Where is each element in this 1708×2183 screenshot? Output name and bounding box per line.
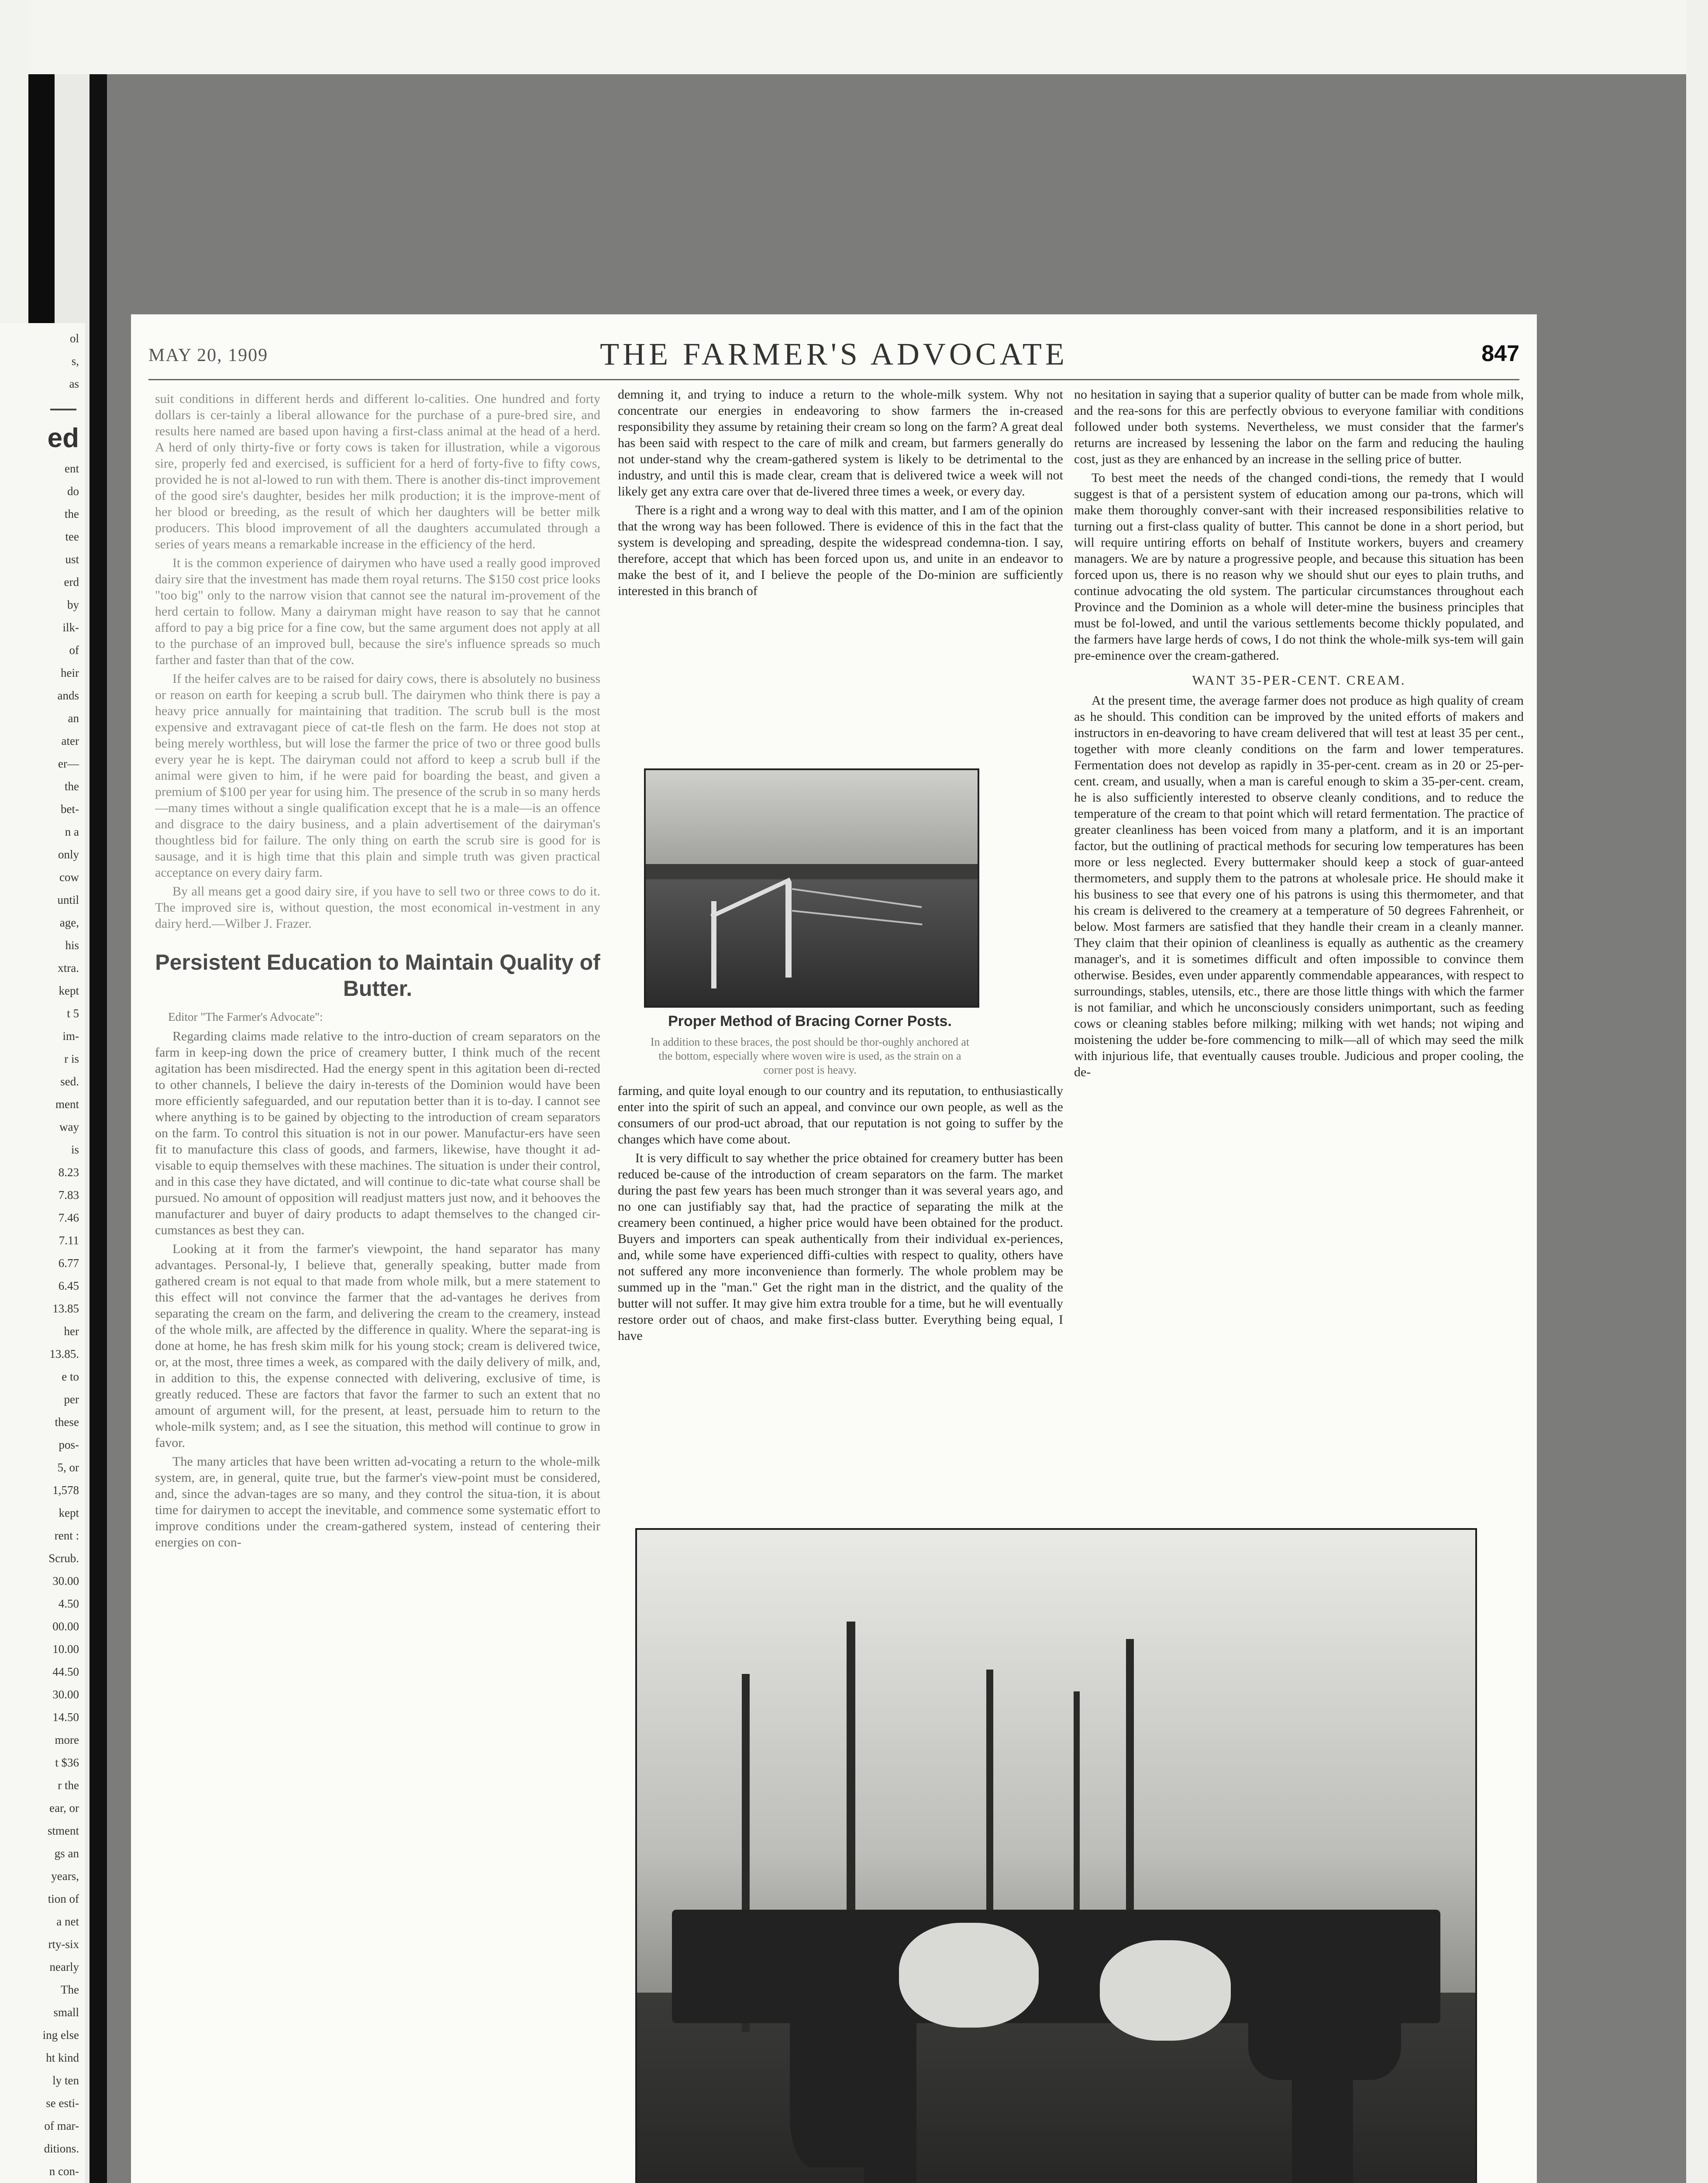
adjacent-text-fragment: ly ten (52, 2074, 79, 2087)
adjacent-text-fragment: The (61, 1983, 79, 1996)
adjacent-text-fragment: years, (51, 1870, 79, 1883)
paragraph: If the heifer calves are to be raised for dairy cows, there is absolutely no business or reason on earth for keeping a scrub bull. The dairymen who think there is pay a heavy price annually for maintaining that tradition. The scrub bull is the most expensive and extravagant piece of cat-tle flesh on the farm. He does not stop at being merely worthless, but will lose the farmer the price of two or three good bulls every year he is kept. The dairyman could not afford to keep a scrub bull if the animal were given to him, if he were paid for boarding the beast, and given a premium of $100 per year for using him. The presence of the scrub in so many herds—many times without a single qualification except that he is a male—is an offence and disgrace to the dairy business, and a plain advertisement of the dairyman's thoughtless bid for failure. The only thing on earth the scrub sire is good for is sausage, and it is high time that this plain and simple truth was given practical acceptance on every dairy farm. (155, 671, 600, 880)
page-header (148, 336, 1519, 375)
adjacent-text-fragment: her (64, 1325, 79, 1338)
paragraph: To best meet the needs of the changed condi-tions, the remedy that I would suggest is that of a persistent system of education among our pa-trons, which will make them thoroughly conver-sant with their increased responsibilities relative to turning out a first-class quality of butter. This cannot be done in a short period, but will require untiring efforts on behalf of Institute workers, buyers and creamery managers. We are by nature a progressive people, and because this situation has been forced upon us, there is no reason why we should shut our eyes to plain truths, and continue advocating the old system. The particular circumstances throughout each Province and the Dominion as a whole will deter-mine the business principles that must be fol-lowed, and until the various settlements become thickly populated, and the farmers have large herds of cows, I do not think the whole-milk sys-tem will gain pre-eminence over the cream-gathered. (1074, 471, 1524, 663)
adjacent-text-fragment: by (67, 598, 79, 611)
adjacent-text-fragment: Scrub. (48, 1552, 79, 1565)
adjacent-text-fragment: ed (47, 423, 79, 453)
adjacent-text-fragment: small (53, 2006, 79, 2019)
adjacent-text-fragment: 6.45 (58, 1279, 79, 1292)
adjacent-text-fragment: until (57, 893, 79, 906)
column-2-bottom (618, 1083, 1063, 1502)
adjacent-text-fragment: cow (59, 871, 79, 884)
adjacent-text-fragment: heir (61, 666, 79, 679)
adjacent-text-fragment: ilk- (62, 621, 79, 634)
adjacent-text-fragment: 7.46 (58, 1211, 79, 1224)
adjacent-rule (50, 409, 76, 410)
adjacent-text-fragment: n con- (49, 2165, 79, 2178)
adjacent-text-fragment: stment (48, 1824, 79, 1837)
adjacent-text-fragment: pos- (59, 1438, 79, 1451)
adjacent-text-fragment: ear, or (49, 1801, 79, 1815)
paragraph: There is a right and a wrong way to deal with this matter, and I am of the opinion that the wrong way has been followed. There is evidence of this in the fact that the system is developing and spreading, despite the widespread condemna-tion. I say, therefore, accept that which has been forced upon us, and unite in an endeavor to make the best of it, and I believe the people of the Do-minion are sufficiently interested in this branch of (618, 503, 1063, 598)
adjacent-text-fragment: ing else (42, 2028, 79, 2042)
paragraph: The many articles that have been written ad-vocating a return to the whole-milk system, are, in general, quite true, but the farmer's view-point must be considered, and, since the advan-tages are so many, and they control the situa-tion, it is about time for dairymen to accept the inevitable, and commence some systematic effort to improve conditions under the cream-gathered system, instead of centering their energies on con- (155, 1454, 600, 1549)
column-3 (1074, 386, 1524, 1504)
adjacent-text-fragment: n a (65, 825, 79, 838)
adjacent-text-fragment: an (68, 712, 79, 725)
adjacent-text-fragment: a net (56, 1915, 79, 1928)
adjacent-text-fragment: tee (65, 530, 79, 543)
column-2-top (618, 386, 1063, 771)
adjacent-text-fragment: ditions. (44, 2142, 79, 2155)
adjacent-text-fragment: s, (71, 355, 79, 368)
header-rule (148, 379, 1519, 380)
adjacent-text-fragment: 8.23 (58, 1166, 79, 1179)
paragraph: At the present time, the average farmer does not produce as high quality of cream as he should. This condition can be improved by the united efforts of makers and instructors in en-deavoring to have cream delivered that will test at least 35 per cent., together with more cleanly conditions on the farm and lower temperatures. Fermentation does not develop as rapidly in 35-per-cent. cream as in 20 or 25-per-cent. cream, and usually, when a man is careful enough to skim a 35-per-cent. cream, he is also sufficiently interested to observe cleanly conditions, and to reduce the temperature of the cream to that point which will retard fermentation. The practice of greater cleanliness has been voiced from many a platform, and it is an important factor, but the outlining of practical methods for securing low temperatures has been more or less neglected. Every buttermaker should keep a stock of guar-anteed thermometers, and supply them to the patrons at wholesale price. He should make it his business to see that every one of his patrons is using this thermometer, and that his cream is delivered to the creamery at a temperature of 50 degrees Fahrenheit, or below. Most farmers are satisfied that they handle their cream in a cleanly manner. They claim that their opinion of cleanliness is equally as authentic as the creamery manager's, and it is sometimes difficult and often impossible to convince them otherwise. Besides, even under apparently commendable appearances, with respect to surroundings, stables, utensils, etc., there are those little things with which the farmer is not familiar, and which he unconsciously considers unimportant, such as feeding cows or cleaning stables before milking; milking with wet hands; not wiping and moistening the udder be-fore commencing to milk—all of which may seed the milk with injurious life, that eventually causes trouble. Judicious and proper cooling, the de- (1074, 693, 1524, 1079)
adjacent-text-fragment: t $36 (55, 1756, 79, 1769)
article-title: Persistent Education to Maintain Quality of Butter. (155, 950, 600, 1001)
adjacent-text-fragment: age, (59, 916, 79, 929)
adjacent-text-fragment: 4.50 (58, 1597, 79, 1610)
adjacent-text-fragment: erd (64, 575, 79, 589)
adjacent-text-fragment: tion of (48, 1892, 79, 1905)
figure-caption-text: In addition to these braces, the post should be thor-oughly anchored at the bottom, especially where woven wire is used, as the strain on a corner post is heavy. (650, 1036, 970, 1076)
adjacent-text-fragment: rent : (54, 1529, 79, 1542)
adjacent-text-fragment: 13.85 (52, 1302, 79, 1315)
adjacent-text-fragment: nearly (49, 1960, 79, 1973)
adjacent-text-fragment: 7.11 (59, 1234, 79, 1247)
film-margin-right (1686, 0, 1708, 2183)
adjacent-text-fragment: t 5 (67, 1007, 79, 1020)
adjacent-text-fragment: 6.77 (58, 1257, 79, 1270)
adjacent-text-fragment: er— (58, 757, 79, 770)
adjacent-text-fragment: 7.83 (58, 1188, 79, 1202)
paragraph: By all means get a good dairy sire, if you have to sell two or three cows to do it. The improved sire is, without question, the most economical in-vestment in any dairy herd.—Wilber J. Frazer. (155, 884, 600, 931)
adjacent-text-fragment: only (58, 848, 79, 861)
adjacent-text-fragment: r is (64, 1052, 79, 1065)
figure-caption (644, 1013, 976, 1077)
adjacent-text-fragment: r the (58, 1779, 79, 1792)
adjacent-text-fragment: his (65, 939, 79, 952)
publication-title: THE FARMER'S ADVOCATE (600, 337, 1068, 372)
paragraph: no hesitation in saying that a superior quality of butter can be made from whole milk, and the rea-sons for this are perfectly obvious to everyone familiar with conditions followed under both systems. Nevertheless, we must consider that the farmer's returns are increased by lessening the labor on the farm and reducing the hauling cost, just as they are enhanced by an increase in the selling price of butter. (1074, 387, 1524, 466)
figure-title: Proper Method of Bracing Corner Posts. (668, 1013, 952, 1030)
paragraph: Looking at it from the farmer's viewpoint, the hand separator has many advantages. Personal-ly, I believe that, generally speaking, butter made from gathered cream is not equal to that made from whole milk, but a mere statement to this effect will not convince the farmer that the ad-vantages he derives from separating the cream on the farm, and delivering the cream to the creamery, instead of the whole milk, are affected by the difference in quality. Where the separat-ing is done at home, he has fresh skim milk for his young stock; cream is delivered twice, or, at the most, three times a week, as compared with the daily delivery of milk, and, in addition to this, the expense connected with delivering, exclusive of time, is greatly reduced. These are factors that favor the farmer to such an extent that no amount of argument will, for the present, at least, persuade him to return to the whole-milk system; and, as I see the situation, this method will continue to grow in favor. (155, 1242, 600, 1450)
adjacent-text-fragment: do (67, 485, 79, 498)
adjacent-text-fragment: 10.00 (52, 1642, 79, 1656)
adjacent-text-fragment: ater (61, 734, 79, 747)
paragraph: It is very difficult to say whether the price obtained for creamery butter has been reduced be-cause of the introduction of cream separators on the farm. The market during the past few years has been much stronger than it was several years ago, and no one can justifiably say that, had the practice of separating the milk at the creamery been continued, a higher price would have been obtained for the product. Buyers and importers can speak authentically from their individual ex-periences, and, while some have experienced diffi-culties with respect to quality, others have not suffered any more inconvenience than formerly. The whole problem may be summed up in the "man." Get the right man in the district, and the quality of the butter will not suffer. It may give him extra trouble for a time, but he will eventually restore order out of chaos, and make first-class butter. Everything being equal, I have (618, 1151, 1063, 1343)
adjacent-text-fragment: bet- (61, 802, 79, 816)
film-margin-top (0, 0, 1708, 74)
article-byline: Editor "The Farmer's Advocate": (168, 1010, 323, 1023)
paragraph: It is the common experience of dairymen who have used a really good improved dairy sire that the investment has made them royal returns. The $150 cost price looks "too big" only to the narrow vision that cannot see the natural im-provement of the herd certain to follow. Many a dairyman might have reason to say that he cannot afford to pay a big price for a fine cow, but the same argument does not apply at all to the purchase of an improved bull, because the sire's influence spreads so much farther and faster than that of the cow. (155, 556, 600, 667)
adjacent-text-fragment: ol (69, 332, 79, 345)
adjacent-text-fragment: ust (65, 553, 79, 566)
adjacent-text-fragment: ment (55, 1098, 79, 1111)
adjacent-text-fragment: se esti- (46, 2097, 79, 2110)
adjacent-text-fragment: is (71, 1143, 79, 1156)
adjacent-text-fragment: xtra. (58, 961, 79, 974)
adjacent-text-fragment: these (55, 1415, 79, 1429)
paragraph: demning it, and trying to induce a return to the whole-milk system. Why not concentrate our energies in endeavoring to show farmers the in-creased responsibility they assume by retaining their cream so long on the farm? A great deal has been said with respect to the care of milk and cream, but farmers generally do not under-stand why the cream-gathered system is likely to be detrimental to the industry, and until this is made clear, cream that is delivered twice a week will not likely get any extra care over that de-livered three times a week, or every day. (618, 387, 1063, 499)
photo-corner-posts (644, 768, 979, 1008)
adjacent-text-fragment: 13.85. (49, 1347, 79, 1360)
adjacent-text-fragment: sed. (60, 1075, 79, 1088)
paragraph: suit conditions in different herds and different lo-calities. One hundred and forty dollars is cer-tainly a liberal allowance for the purchase of a pure-bred sire, and results here named are based upon having a first-class animal at the head of a herd. A herd of only thirty-five or forty cows is taken for illustration, while a vigorous sire, properly fed and exercised, is sufficient for a herd of forty-five to fifty cows, provided he is not al-lowed to run with them. There is another dis-tinct improvement of the good sire's daughter, besides her milk production; it is the improve-ment of her blood or breeding, as the result of which her daughters will be better milk producers. This blood improvement of all the daughters accumulated through a series of years means a remarkable increase in the efficiency of the herd. (155, 392, 600, 551)
adjacent-text-fragment: ht kind (46, 2051, 79, 2064)
adjacent-text-fragment: gs an (54, 1847, 79, 1860)
adjacent-text-fragment: as (69, 377, 79, 390)
adjacent-text-fragment: 44.50 (52, 1665, 79, 1678)
issue-date: MAY 20, 1909 (148, 345, 269, 365)
adjacent-text-fragment: the (65, 507, 79, 520)
adjacent-text-fragment: the (65, 780, 79, 793)
column-1 (155, 391, 600, 2183)
adjacent-text-fragment: rty-six (48, 1938, 79, 1951)
adjacent-text-fragment: of mar- (44, 2119, 79, 2132)
adjacent-text-fragment: more (55, 1733, 79, 1746)
photo-corn-cultivator (635, 1528, 1477, 2183)
adjacent-text-fragment: ands (57, 689, 79, 702)
adjacent-page-fragment (0, 323, 85, 2183)
adjacent-text-fragment: 1,578 (52, 1484, 79, 1497)
newspaper-page (131, 314, 1537, 2183)
adjacent-text-fragment: 30.00 (52, 1574, 79, 1587)
adjacent-text-fragment: im- (62, 1030, 79, 1043)
paragraph: Regarding claims made relative to the intro-duction of cream separators on the farm in keep-ing down the price of creamery butter, I think much of the recent agitation has been misdirected. Had the energy spent in this agitation been di-rected to other channels, I believe the dairy in-terests of the Dominion would have been more efficiently safeguarded, and our reputation better than it is to-day. I cannot see where anything is to be gained by objecting to the introduction of cream separators on the farm. To control this situation is not in our power. Manufactur-ers have seen fit to manufacture this class of goods, and farmers, likewise, have thought it ad-visable to equip themselves with these machines. The situation is under their control, and in this case they have dictated, and will continue to dic-tate what course shall be pursued. No amount of opposition will readjust matters just now, and it behooves the manufacturer and buyer of dairy products to adapt themselves to the changed cir-cumstances as best they can. (155, 1029, 600, 1237)
section-subhead: WANT 35-PER-CENT. CREAM. (1192, 672, 1406, 688)
adjacent-text-fragment: kept (59, 1506, 79, 1519)
paragraph: farming, and quite loyal enough to our country and its reputation, to enthusiastically enter into the spirit of such an appeal, and convince our own people, as well as the consumers of our prod-uct abroad, that our reputation is not going to suffer by the changes which have come about. (618, 1084, 1063, 1147)
adjacent-text-fragment: 5, or (57, 1461, 79, 1474)
adjacent-text-fragment: 30.00 (52, 1688, 79, 1701)
page-number: 847 (1481, 341, 1519, 366)
adjacent-text-fragment: 00.00 (52, 1620, 79, 1633)
adjacent-text-fragment: ent (65, 462, 79, 475)
adjacent-text-fragment: per (64, 1393, 79, 1406)
adjacent-text-fragment: way (59, 1120, 79, 1133)
adjacent-text-fragment: 14.50 (52, 1711, 79, 1724)
adjacent-text-fragment: e to (62, 1370, 79, 1383)
adjacent-text-fragment: kept (59, 984, 79, 997)
adjacent-text-fragment: of (69, 644, 79, 657)
